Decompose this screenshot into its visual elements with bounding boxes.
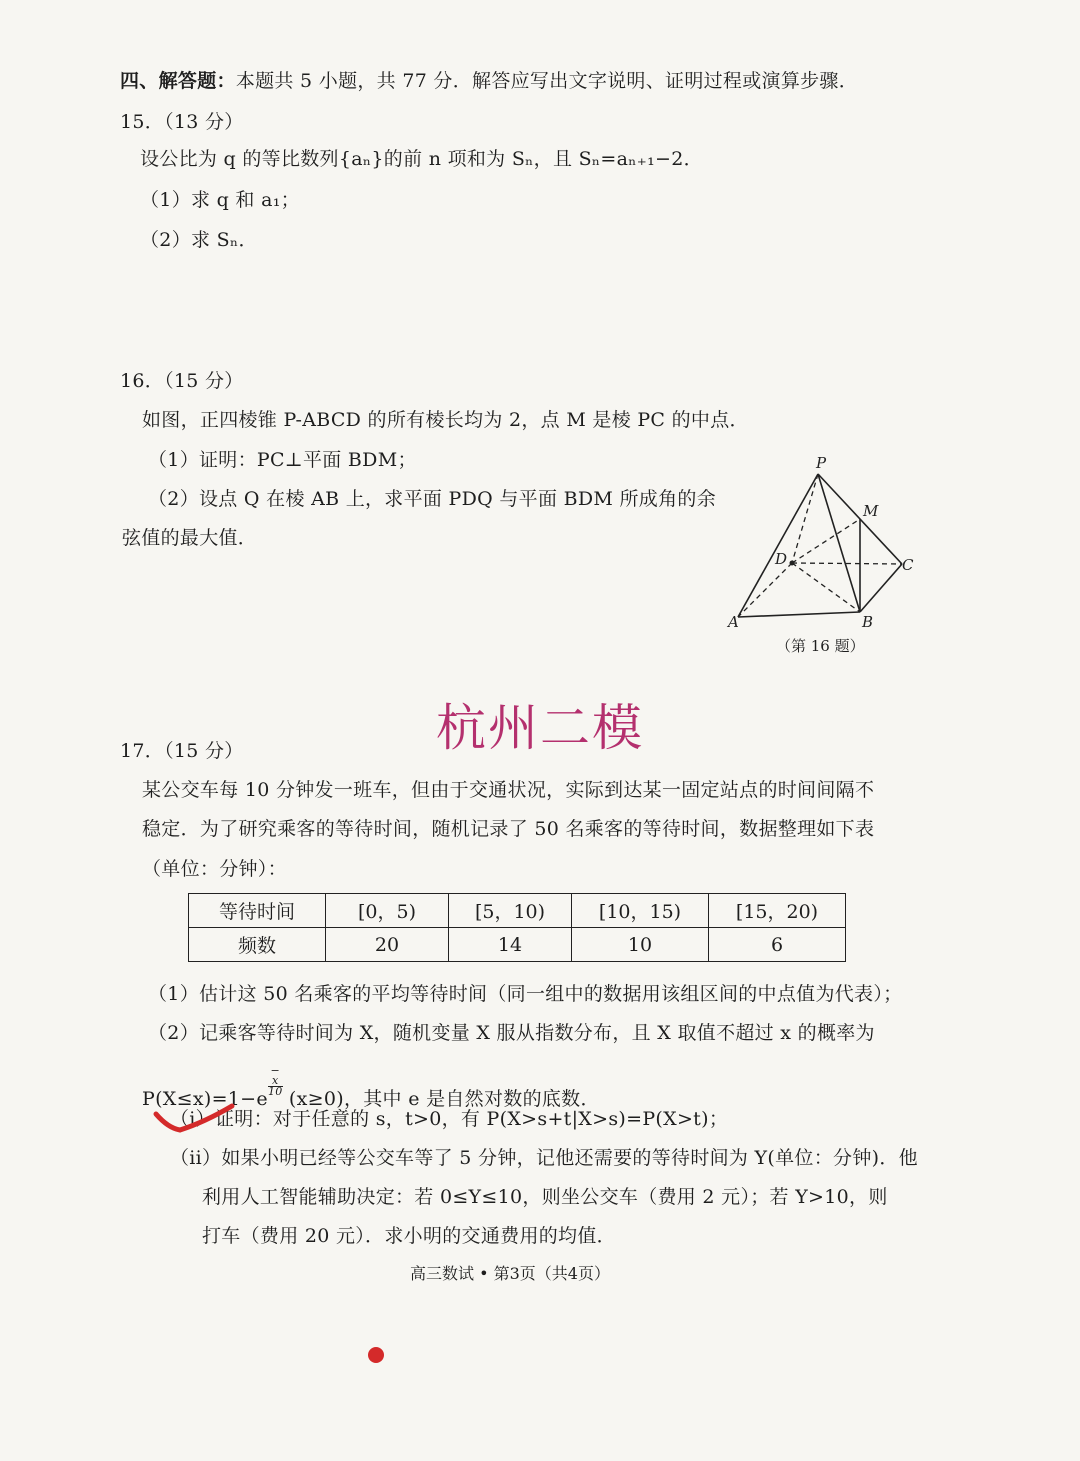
pyramid-figure <box>722 452 922 632</box>
edge-PB <box>818 474 860 612</box>
label-B: B <box>862 613 874 631</box>
section-heading <box>120 68 858 94</box>
section-note: 本题共 5 小题，共 77 分．解答应写出文字说明、证明过程或演算步骤． <box>235 70 859 92</box>
q16-number: 16．（15 分） <box>120 370 244 392</box>
q17-number: 17．（15 分） <box>120 740 244 762</box>
table-row-header: 等待时间 <box>189 894 326 928</box>
watermark-text: 杭州二模 <box>436 699 644 757</box>
q17-part2-ii-line2: 利用人工智能辅助决定：若 0≤Y≤10，则坐公交车（费用 2 元）；若 Y>10，则 <box>202 1186 888 1208</box>
q17-part2-line1: （2）记乘客等待时间为 X，随机变量 X 服从指数分布，且 X 取值不超过 x 的概率为 <box>148 1022 875 1044</box>
q15-part1: （1）求 q 和 a₁； <box>140 189 300 211</box>
q17-part2-ii-line1: （ii）如果小明已经等公交车等了 5 分钟，记他还需要的等待时间为 Y(单位：分钟)．他 <box>170 1147 918 1169</box>
edge-AB <box>738 612 860 617</box>
table-cell: [5，10) <box>449 894 572 928</box>
table-row <box>189 928 846 962</box>
q17-stem-line3: （单位：分钟）： <box>142 858 287 880</box>
label-A: A <box>728 613 739 631</box>
edge-DC <box>792 563 902 564</box>
red-dot-mark <box>368 1347 384 1363</box>
edge-BC <box>860 564 902 612</box>
segment-DB <box>792 563 860 612</box>
label-D: D <box>775 550 788 568</box>
segment-DM <box>792 519 860 563</box>
label-C: C <box>902 556 914 574</box>
table-cell: [10，15) <box>572 894 709 928</box>
figure-caption: （第 16 题） <box>776 637 865 655</box>
table-row <box>189 894 846 928</box>
label-P: P <box>816 454 827 472</box>
table-cell: 20 <box>326 928 449 962</box>
table-cell: 14 <box>449 928 572 962</box>
frequency-table <box>188 893 846 962</box>
exponent-denominator: 10 <box>267 1085 283 1098</box>
page-footer: 高三数试 • 第3页（共4页） <box>410 1264 610 1283</box>
q16-part2-line2: 弦值的最大值． <box>122 527 258 549</box>
q15-number: 15．（13 分） <box>120 111 244 133</box>
formula-rest: (x≥0)，其中 e 是自然对数的底数． <box>282 1088 600 1110</box>
q15-stem: 设公比为 q 的等比数列{aₙ}的前 n 项和为 Sₙ，且 Sₙ=aₙ₊₁−2． <box>140 148 703 170</box>
edge-PA <box>738 474 818 617</box>
exponent-fraction: − x 10 <box>267 1064 283 1098</box>
exponent-numerator: x <box>268 1076 283 1087</box>
point-D <box>790 561 795 566</box>
edge-DA <box>738 563 792 617</box>
table-cell: 6 <box>709 928 846 962</box>
table-row-header: 频数 <box>189 928 326 962</box>
edge-PD <box>792 474 818 563</box>
q17-stem-line1: 某公交车每 10 分钟发一班车，但由于交通状况，实际到达某一固定站点的时间间隔不 <box>142 779 875 801</box>
table-cell: 10 <box>572 928 709 962</box>
table-cell: [15，20) <box>709 894 846 928</box>
section-title: 四、解答题： <box>120 70 236 92</box>
label-M: M <box>863 502 879 520</box>
q15-part2: （2）求 Sₙ． <box>140 229 258 251</box>
q16-part2-line1: （2）设点 Q 在棱 AB 上，求平面 PDQ 与平面 BDM 所成角的余 <box>148 488 717 510</box>
q16-stem: 如图，正四棱锥 P-ABCD 的所有棱长均为 2，点 M 是棱 PC 的中点． <box>142 409 749 431</box>
table-cell: [0，5) <box>326 894 449 928</box>
q17-part2-ii-line3: 打车（费用 20 元）．求小明的交通费用的均值． <box>202 1225 616 1247</box>
q17-stem-line2: 稳定．为了研究乘客的等待时间，随机记录了 50 名乘客的等待时间，数据整理如下表 <box>142 818 875 840</box>
q17-part2-i: （i）证明：对于任意的 s，t>0，有 P(X>s+t|X>s)=P(X>t)； <box>170 1108 729 1130</box>
red-check-mark-icon <box>150 1100 240 1140</box>
formula-lhs: P(X≤x)=1−e <box>142 1088 268 1110</box>
q17-part1: （1）估计这 50 名乘客的平均等待时间（同一组中的数据用该组区间的中点值为代表）； <box>148 983 903 1005</box>
q16-part1: （1）证明：PC⊥平面 BDM； <box>148 449 417 471</box>
